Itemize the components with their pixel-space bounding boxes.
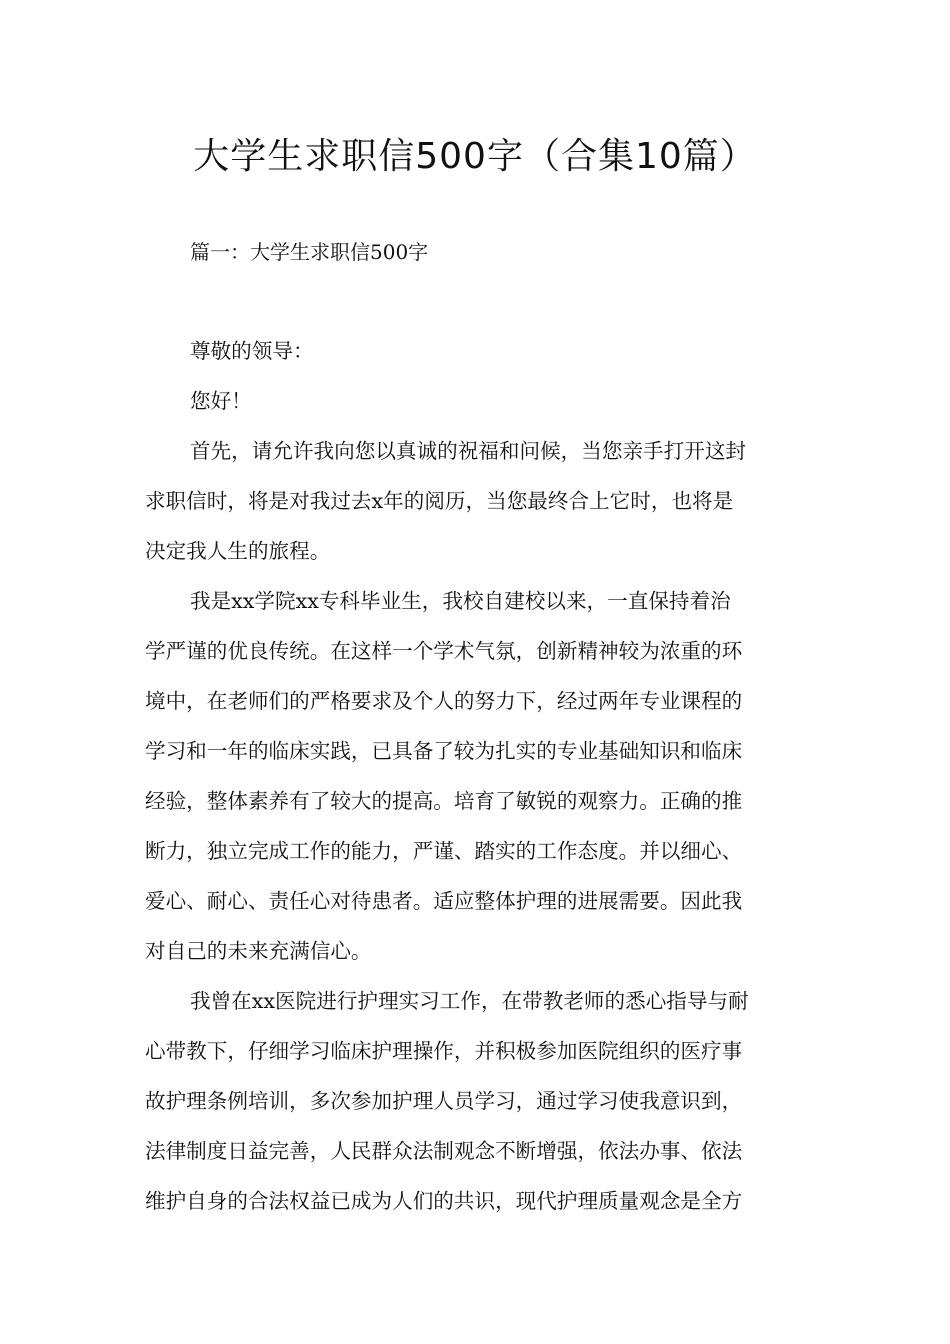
paragraph-line: 我是xx学院xx专科毕业生，我校自建校以来，一直保持着治 bbox=[190, 589, 731, 613]
paragraph-line: 学习和一年的临床实践，已具备了较为扎实的专业基础知识和临床 bbox=[145, 739, 743, 763]
paragraph-line: 学严谨的优良传统。在这样一个学术气氛，创新精神较为浓重的环 bbox=[145, 639, 743, 663]
paragraph-line: 断力，独立完成工作的能力，严谨、踏实的工作态度。并以细心、 bbox=[145, 839, 743, 863]
salutation: 尊敬的领导： bbox=[190, 339, 314, 363]
paragraph-line: 对自己的未来充满信心。 bbox=[145, 939, 372, 963]
paragraph-line: 故护理条例培训，多次参加护理人员学习，通过学习使我意识到， bbox=[145, 1089, 743, 1113]
paragraph-line: 爱心、耐心、责任心对待患者。适应整体护理的进展需要。因此我 bbox=[145, 889, 743, 913]
section-heading: 篇一：大学生求职信500字 bbox=[190, 240, 429, 264]
paragraph-line: 决定我人生的旅程。 bbox=[145, 539, 331, 563]
paragraph-line: 境中，在老师们的严格要求及个人的努力下，经过两年专业课程的 bbox=[145, 689, 743, 713]
paragraph-line: 我曾在xx医院进行护理实习工作，在带教老师的悉心指导与耐 bbox=[190, 989, 749, 1013]
paragraph-line: 心带教下，仔细学习临床护理操作，并积极参加医院组织的医疗事 bbox=[145, 1039, 743, 1063]
paragraph-line: 首先，请允许我向您以真诚的祝福和问候，当您亲手打开这封 bbox=[190, 439, 747, 463]
paragraph-line: 求职信时，将是对我过去x年的阅历，当您最终合上它时，也将是 bbox=[145, 489, 734, 513]
document-title: 大学生求职信500字（合集10篇） bbox=[193, 136, 757, 177]
paragraph-line: 维护自身的合法权益已成为人们的共识，现代护理质量观念是全方 bbox=[145, 1189, 743, 1213]
paragraph-line: 经验，整体素养有了较大的提高。培育了敏锐的观察力。正确的推 bbox=[145, 789, 743, 813]
paragraph-line: 法律制度日益完善，人民群众法制观念不断增强，依法办事、依法 bbox=[145, 1139, 743, 1163]
greeting: 您好！ bbox=[190, 389, 252, 413]
